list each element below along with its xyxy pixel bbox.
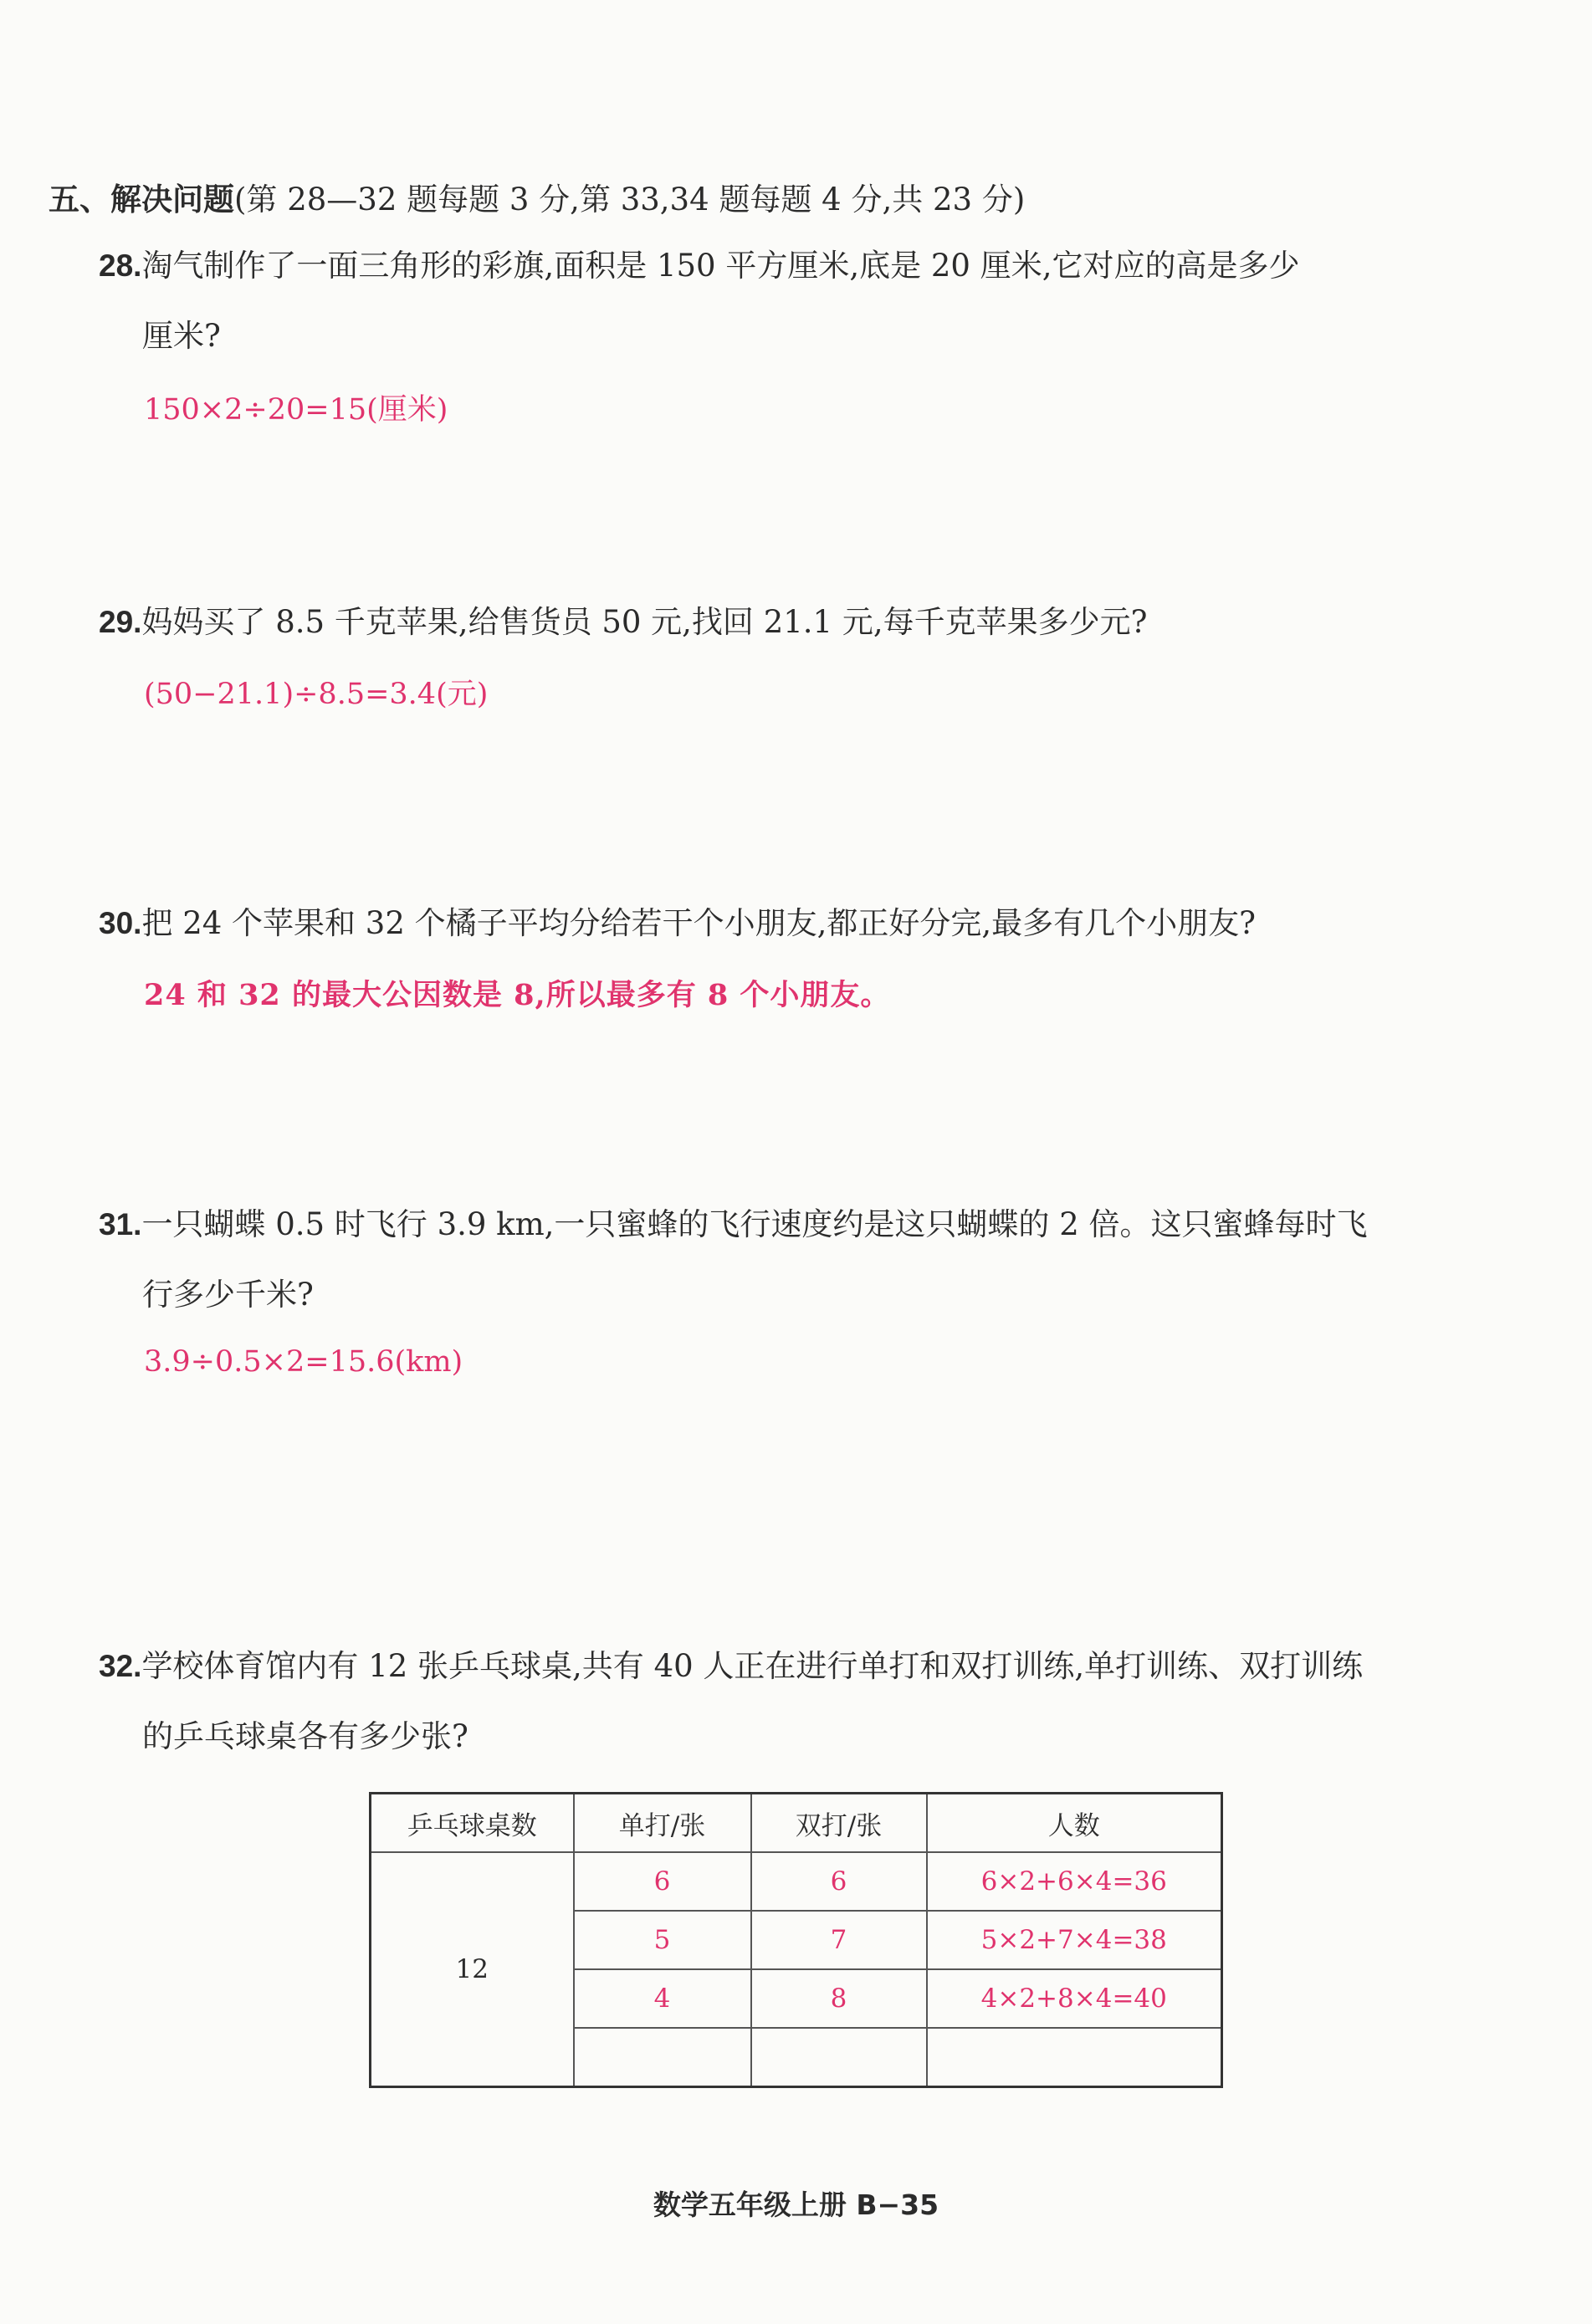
section-heading-title: 五、解决问题 bbox=[49, 182, 234, 218]
table-cell: 7 bbox=[751, 1911, 927, 1969]
question-text-continued: 厘米? bbox=[142, 318, 221, 354]
question-text: 妈妈买了 8.5 千克苹果,给售货员 50 元,找回 21.1 元,每千克苹果多少元? bbox=[141, 604, 1148, 640]
question-text: 把 24 个苹果和 32 个橘子平均分给若干个小朋友,都正好分完,最多有几个小朋友? bbox=[141, 905, 1257, 941]
question-number: 30. bbox=[99, 906, 142, 940]
answer-30: 24 和 32 的最大公因数是 8,所以最多有 8 个小朋友。 bbox=[144, 978, 891, 1012]
question-30 bbox=[99, 888, 1256, 959]
answer-29: (50−21.1)÷8.5=3.4(元) bbox=[144, 678, 489, 711]
table-header-row bbox=[371, 1794, 1222, 1853]
question-text: 学校体育馆内有 12 张乒乓球桌,共有 40 人正在进行单打和双打训练,单打训练、双打训练 bbox=[141, 1648, 1364, 1684]
question-text-continued: 行多少千米? bbox=[142, 1277, 314, 1313]
table-cell: 6×2+6×4=36 bbox=[927, 1852, 1222, 1911]
table-cell: 5 bbox=[574, 1911, 751, 1969]
section-heading-note: (第 28—32 题每题 3 分,第 33,34 题每题 4 分,共 23 分) bbox=[234, 182, 1026, 218]
table-cell: 4×2+8×4=40 bbox=[927, 1969, 1222, 2028]
page-footer: 数学五年级上册 B−35 bbox=[653, 2188, 939, 2221]
question-text-continued: 的乒乓球桌各有多少张? bbox=[142, 1718, 468, 1754]
question-29 bbox=[99, 587, 1147, 658]
tables-total-cell: 12 bbox=[371, 1852, 574, 2087]
section-heading bbox=[49, 174, 1025, 219]
table-header: 人数 bbox=[927, 1794, 1222, 1853]
question-number: 28. bbox=[99, 248, 142, 283]
table-header: 双打/张 bbox=[751, 1794, 927, 1853]
table-cell bbox=[751, 2028, 927, 2087]
table-cell: 4 bbox=[574, 1969, 751, 2028]
table-cell bbox=[574, 2028, 751, 2087]
table-cell bbox=[927, 2028, 1222, 2087]
table-cell: 6 bbox=[574, 1852, 751, 1911]
answer-28: 150×2÷20=15(厘米) bbox=[144, 393, 448, 427]
answer-31: 3.9÷0.5×2=15.6(km) bbox=[144, 1345, 463, 1379]
question-28 bbox=[99, 231, 1300, 354]
table-header: 乒乓球桌数 bbox=[371, 1794, 574, 1853]
question-number: 29. bbox=[99, 605, 142, 639]
question-number: 31. bbox=[99, 1207, 142, 1241]
question-31 bbox=[99, 1190, 1368, 1313]
question-number: 32. bbox=[99, 1649, 142, 1683]
table-cell: 6 bbox=[751, 1852, 927, 1911]
table-row bbox=[371, 1852, 1222, 1911]
ping-pong-table bbox=[369, 1792, 1223, 2088]
question-text: 一只蝴蝶 0.5 时飞行 3.9 km,一只蜜蜂的飞行速度约是这只蝴蝶的 2 倍。这只蜜蜂每时飞 bbox=[141, 1206, 1368, 1242]
table-cell: 5×2+7×4=38 bbox=[927, 1911, 1222, 1969]
table-header: 单打/张 bbox=[574, 1794, 751, 1853]
question-text: 淘气制作了一面三角形的彩旗,面积是 150 平方厘米,底是 20 厘米,它对应的高是多少 bbox=[141, 248, 1300, 284]
question-32 bbox=[99, 1631, 1364, 1754]
table-cell: 8 bbox=[751, 1969, 927, 2028]
